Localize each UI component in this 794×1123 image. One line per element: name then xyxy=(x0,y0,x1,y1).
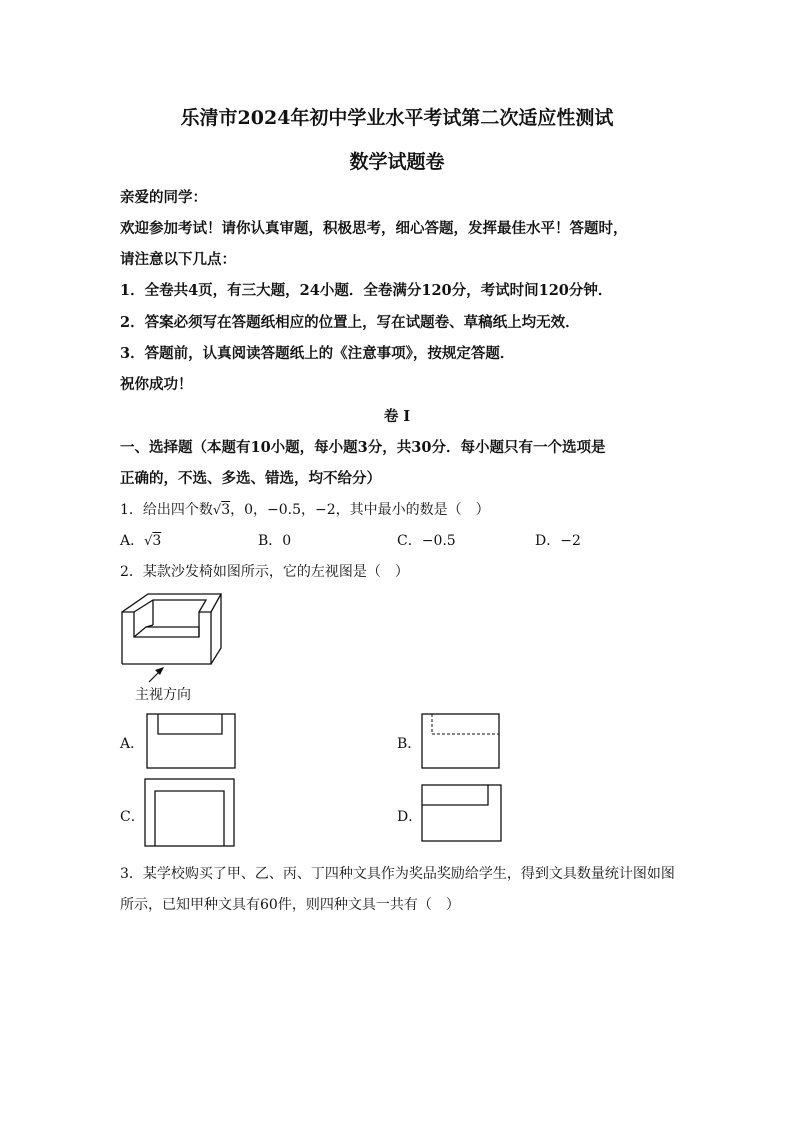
sofa-inner-opening xyxy=(134,600,206,612)
question-1-option-c: C．−0.5 xyxy=(397,533,456,549)
sofa-seat xyxy=(134,627,199,637)
page-subtitle: 数学试题卷 xyxy=(349,151,445,173)
sofa-top-back xyxy=(122,594,221,612)
sofa-chair-figure xyxy=(115,590,235,690)
view-direction-arrow xyxy=(149,667,164,682)
greeting: 亲爱的同学： xyxy=(120,189,207,206)
sqrt-expression: √3 xyxy=(212,502,231,518)
question-2-option-b-label: B． xyxy=(397,736,422,752)
question-2-option-a-label: A． xyxy=(120,736,145,752)
question-2-option-c-label: C． xyxy=(120,809,145,825)
question-3-line-2: 所示，已知甲种文具有60件，则四种文具一共有（ ） xyxy=(120,897,460,913)
intro-line-2: 请注意以下几点： xyxy=(120,251,236,268)
closing-line: 祝你成功！ xyxy=(120,376,193,393)
page-title: 乐清市2024年初中学业水平考试第二次适应性测试 xyxy=(180,107,614,129)
notice-item-3: 3．答题前，认真阅读答题纸上的《注意事项》，按规定答题． xyxy=(120,345,515,362)
sofa-right-side xyxy=(211,594,221,664)
question-3-line-1: 3．某学校购买了甲、乙、丙、丁四种文具作为奖品奖励给学生，得到文具数量统计图如图 xyxy=(120,866,675,882)
notice-item-2: 2．答案必须写在答题纸相应的位置上，写在试题卷、草稿纸上均无效． xyxy=(120,314,580,331)
question-1-stem-end: ，0，−0.5，−2，其中最小的数是（ ） xyxy=(230,502,490,518)
view-direction-label: 主视方向 xyxy=(135,687,191,703)
section-heading-line-1: 一、选择题（本题有10小题，每小题3分，共30分．每小题只有一个选项是 xyxy=(120,439,606,456)
option-a-value: 3 xyxy=(152,533,162,549)
question-1-option-d: D．−2 xyxy=(535,533,581,549)
question-2-option-d-label: D． xyxy=(397,809,423,825)
sqrt-radicand: 3 xyxy=(221,502,231,518)
question-1-stem-start: 1．给出四个数 xyxy=(120,502,213,518)
notice-item-1: 1．全卷共4页，有三大题，24小题．全卷满分120分，考试时间120分钟． xyxy=(120,282,613,299)
question-2-stem: 2．某款沙发椅如图所示，它的左视图是（ ） xyxy=(120,564,409,580)
sofa-front-face xyxy=(122,612,211,664)
option-d-figure xyxy=(418,780,504,846)
option-a-label: A． xyxy=(120,533,145,549)
section-heading-line-2: 正确的，不选、多选、错选，均不给分） xyxy=(120,470,381,487)
intro-line-1: 欢迎参加考试！请你认真审题，积极思考，细心答题，发挥最佳水平！答题时， xyxy=(120,220,628,237)
question-1-stem xyxy=(120,499,490,519)
question-1-option-b: B．0 xyxy=(258,533,292,549)
volume-label: 卷 I xyxy=(383,408,411,425)
option-c-figure xyxy=(140,775,240,851)
option-b-figure xyxy=(418,708,504,772)
option-a-figure xyxy=(140,708,240,772)
question-1-option-a: A．√3 xyxy=(120,533,162,549)
